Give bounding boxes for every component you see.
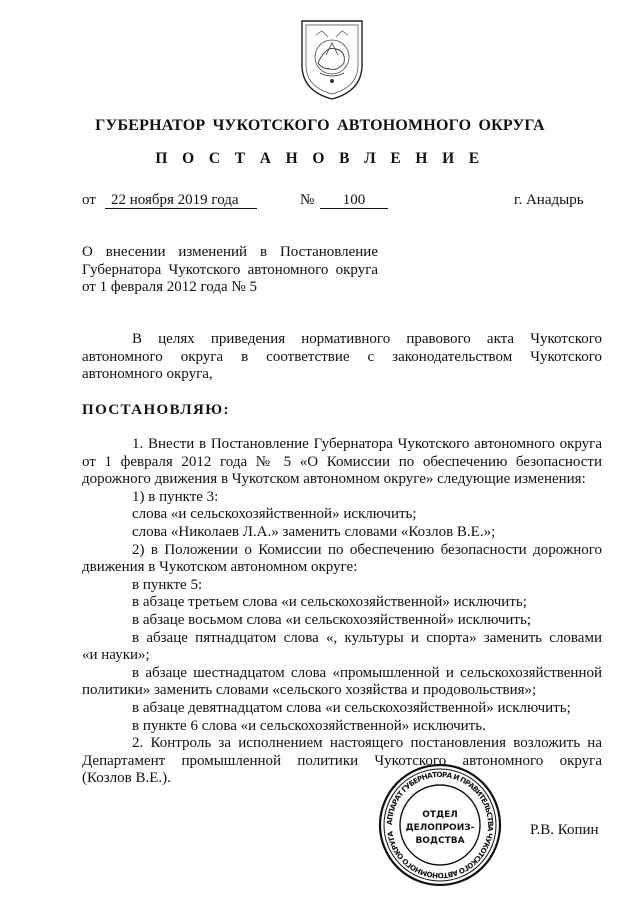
body-line: «и науки»; — [82, 647, 150, 664]
subject-block — [82, 244, 378, 297]
body-line: 1. Внести в Постановление Губернатора Чукотского автономного округа — [132, 436, 602, 452]
body-line: политики» заменить словами «сельского хозяйства и продовольствия»; — [82, 682, 537, 699]
number-field — [320, 192, 388, 209]
coat-of-arms-emblem — [296, 15, 368, 103]
body-line: 1) в пункте 3: — [132, 488, 219, 505]
body-line: в абзаце третьем слова «и сельскохозяйственной» исключить; — [132, 594, 527, 611]
body-line: в абзаце девятнадцатом слова «и сельскохозяйственной» исключить; — [132, 699, 571, 716]
authority-title: ГУБЕРНАТОР ЧУКОТСКОГО АВТОНОМНОГО ОКРУГА — [95, 117, 545, 134]
date-field — [105, 192, 257, 209]
preamble-line: автономного округа, — [82, 366, 213, 383]
stamp-ring-text: АППАРАТ ГУБЕРНАТОРА И ПРАВИТЕЛЬСТВА ЧУКОТСКОГО АВТОНОМНОГО ОКРУГА — [384, 769, 496, 881]
stamp-line: ДЕЛОПРОИЗ- — [405, 823, 475, 833]
body-line: в абзаце восьмом слова «и сельскохозяйственной» исключить; — [132, 611, 531, 628]
preamble-line: автономного округа в соответствие с законодательством Чукотского — [82, 348, 602, 365]
body-line: 2. Контроль за исполнением настоящего постановления возложить на — [132, 735, 602, 752]
resolution-body — [82, 436, 602, 788]
subject-line: Губернатора Чукотского автономного округа — [82, 261, 378, 278]
body-line: (Козлов В.Е.). — [82, 770, 171, 787]
body-line: в абзаце пятнадцатом слова «, культуры и спорта» заменить словами — [132, 629, 602, 646]
resolve-heading: ПОСТАНОВЛЯЮ: — [82, 402, 230, 418]
body-line: слова «и сельскохозяйственной» исключить; — [132, 506, 417, 523]
body-line: дорожного движения в Чукотском автономном округе» следующие изменения: — [82, 471, 586, 488]
body-line: слова «Николаев Л.А.» заменить словами «Козлов В.Е.»; — [132, 523, 496, 540]
place: г. Анадырь — [514, 192, 584, 208]
document-type-heading: П О С Т А Н О В Л Е Н И Е — [155, 150, 485, 167]
number-label: № — [300, 192, 315, 208]
preamble-block — [82, 331, 602, 384]
body-line: в абзаце шестнадцатом слова «промышленной и сельскохозяйственной — [132, 664, 602, 681]
number-value: 100 — [320, 192, 388, 209]
body-line: 2) в Положении о Комиссии по обеспечению безопасности дорожного — [132, 541, 602, 558]
body-line: Департамент промышленной политики Чукотского автономного округа — [82, 752, 602, 769]
preamble-line: В целях приведения нормативного правового акта Чукотского — [132, 331, 602, 347]
date-prefix: от — [82, 192, 96, 208]
office-stamp — [378, 763, 502, 887]
body-line: движения в Чукотском автономном округе: — [82, 559, 358, 576]
stamp-line: ВОДСТВА — [415, 836, 465, 846]
date-value: 22 ноября 2019 года — [105, 192, 257, 209]
body-line: в пункте 6 слова «и сельскохозяйственной» исключить. — [132, 717, 486, 734]
signer-name: Р.В. Копин — [530, 822, 599, 838]
stamp-line: ОТДЕЛ — [422, 810, 458, 820]
body-line: в пункте 5: — [132, 576, 203, 593]
subject-line: О внесении изменений в Постановление — [82, 244, 378, 260]
body-line: от 1 февраля 2012 года № 5 «О Комиссии по обеспечению безопасности — [82, 453, 602, 470]
subject-line: от 1 февраля 2012 года № 5 — [82, 279, 257, 296]
